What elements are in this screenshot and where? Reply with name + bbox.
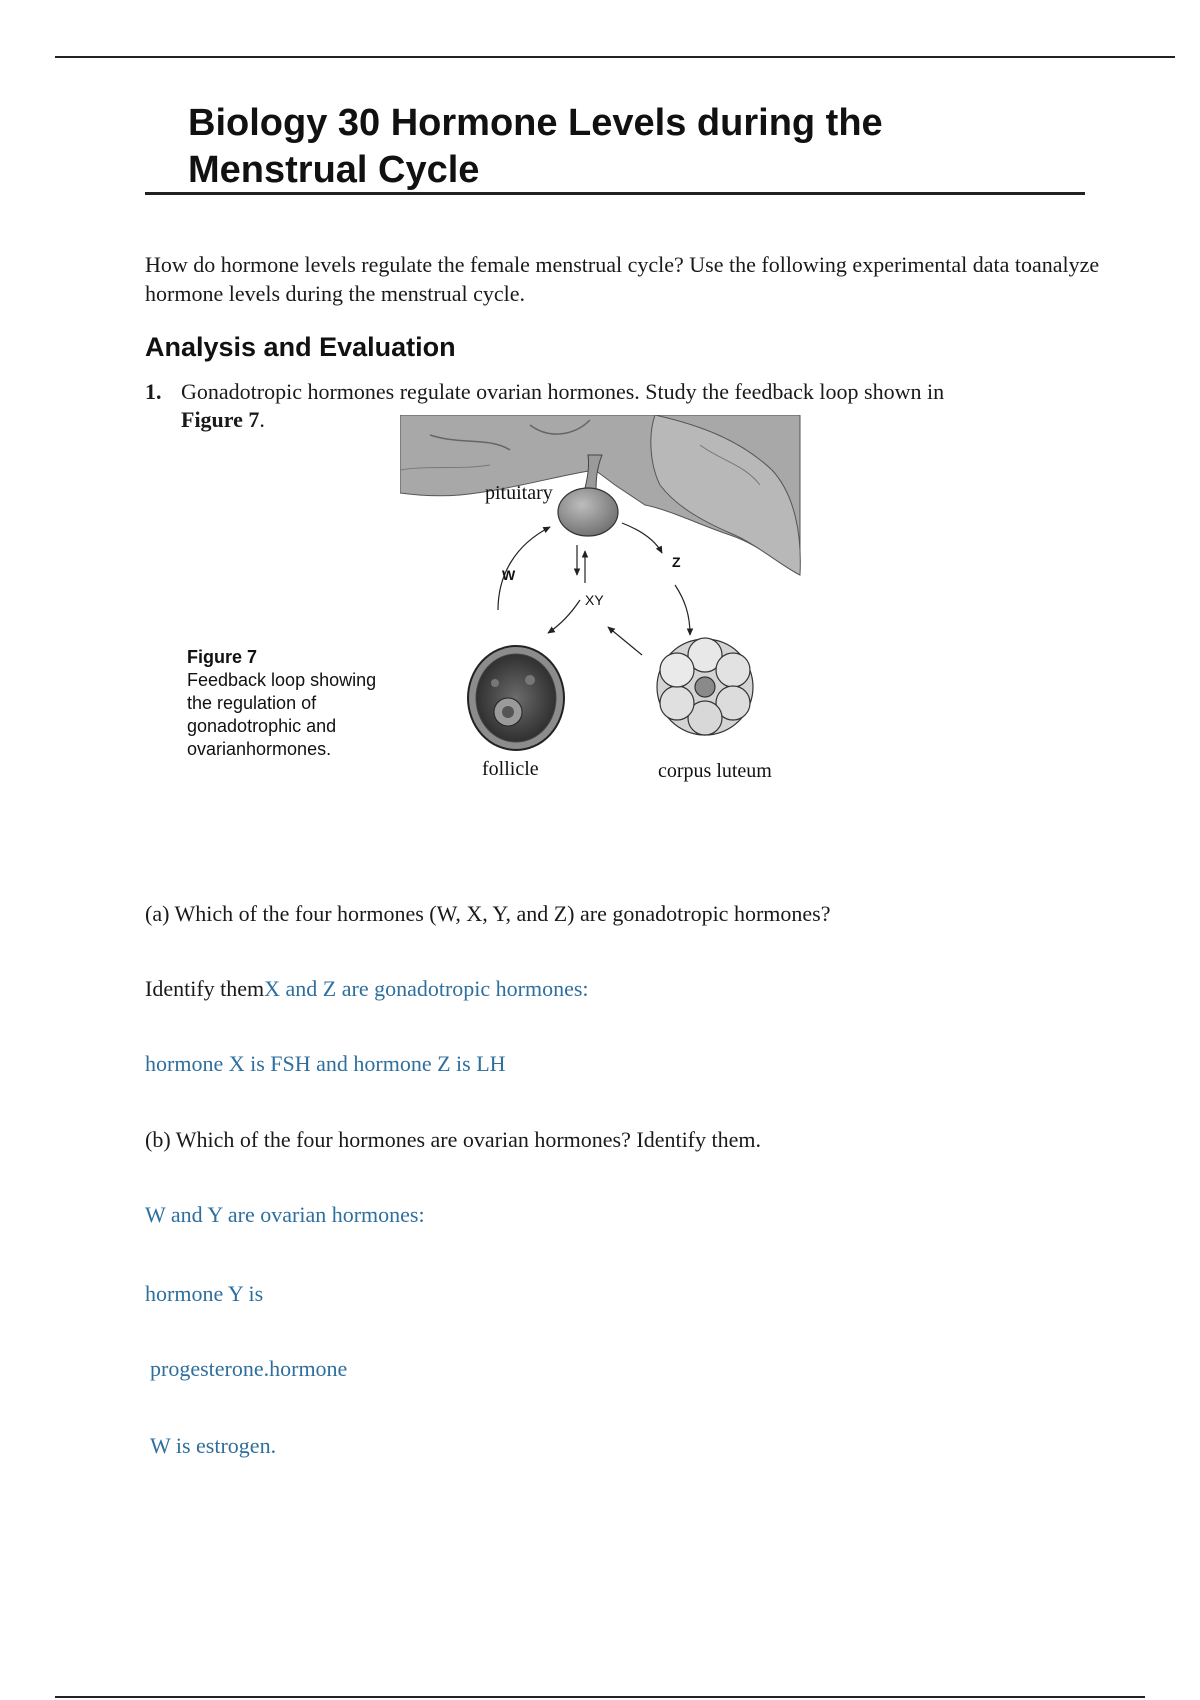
- title-underline: [145, 192, 1085, 195]
- part-a-answer-1: X and Z are gonadotropic hormones:: [264, 976, 589, 1001]
- part-b-answer-2: hormone Y is: [145, 1281, 264, 1306]
- top-rule: [55, 56, 1175, 58]
- corpus-luteum-illustration: [657, 638, 753, 735]
- bottom-rule: [55, 1696, 1145, 1698]
- feedback-loop-figure: [400, 415, 810, 790]
- section-heading: Analysis and Evaluation: [145, 332, 456, 362]
- part-a-question: (a) Which of the four hormones (W, X, Y, and Z) are gonadotropic hormones?: [145, 901, 831, 926]
- figure-caption-text: Feedback loop showing the regulation of gonadotrophic and ovarianhormones.: [187, 670, 377, 759]
- intro-paragraph: How do hormone levels regulate the female menstrual cycle? Use the following experimental data toanalyze hormone levels during the menstrual cycle.: [145, 252, 1100, 306]
- part-a-prompt: Identify them: [145, 976, 265, 1001]
- feedback-arrows: [498, 523, 690, 655]
- part-a-answer-2: hormone X is FSH and hormone Z is LH: [145, 1051, 506, 1076]
- question-1-text: Gonadotropic hormones regulate ovarian hormones. Study the feedback loop shown in: [181, 379, 945, 404]
- part-b-answer-1: W and Y are ovarian hormones:: [145, 1202, 425, 1227]
- figure-reference: Figure 7: [181, 407, 260, 432]
- label-z: Z: [672, 554, 681, 570]
- question-number: 1.: [145, 379, 162, 404]
- question-1-period: .: [259, 407, 265, 432]
- page-title: [188, 100, 1088, 194]
- figure-caption: [187, 646, 377, 761]
- label-xy: XY: [585, 592, 604, 608]
- follicle-illustration: [468, 646, 564, 750]
- part-b-answer-4: W is estrogen.: [150, 1433, 277, 1458]
- title-line-2: Menstrual Cycle: [188, 149, 480, 191]
- part-a-answer-line: [145, 975, 589, 1003]
- label-corpus-luteum: corpus luteum: [658, 760, 772, 782]
- label-w: W: [502, 567, 516, 583]
- label-pituitary: pituitary: [485, 482, 553, 504]
- title-line-1: Biology 30 Hormone Levels during the: [188, 102, 883, 144]
- part-b-answer-3: progesterone.hormone: [150, 1356, 348, 1381]
- part-b-question: (b) Which of the four hormones are ovarian hormones? Identify them.: [145, 1127, 761, 1152]
- label-follicle: follicle: [482, 758, 539, 780]
- figure-caption-title: Figure 7: [187, 647, 258, 667]
